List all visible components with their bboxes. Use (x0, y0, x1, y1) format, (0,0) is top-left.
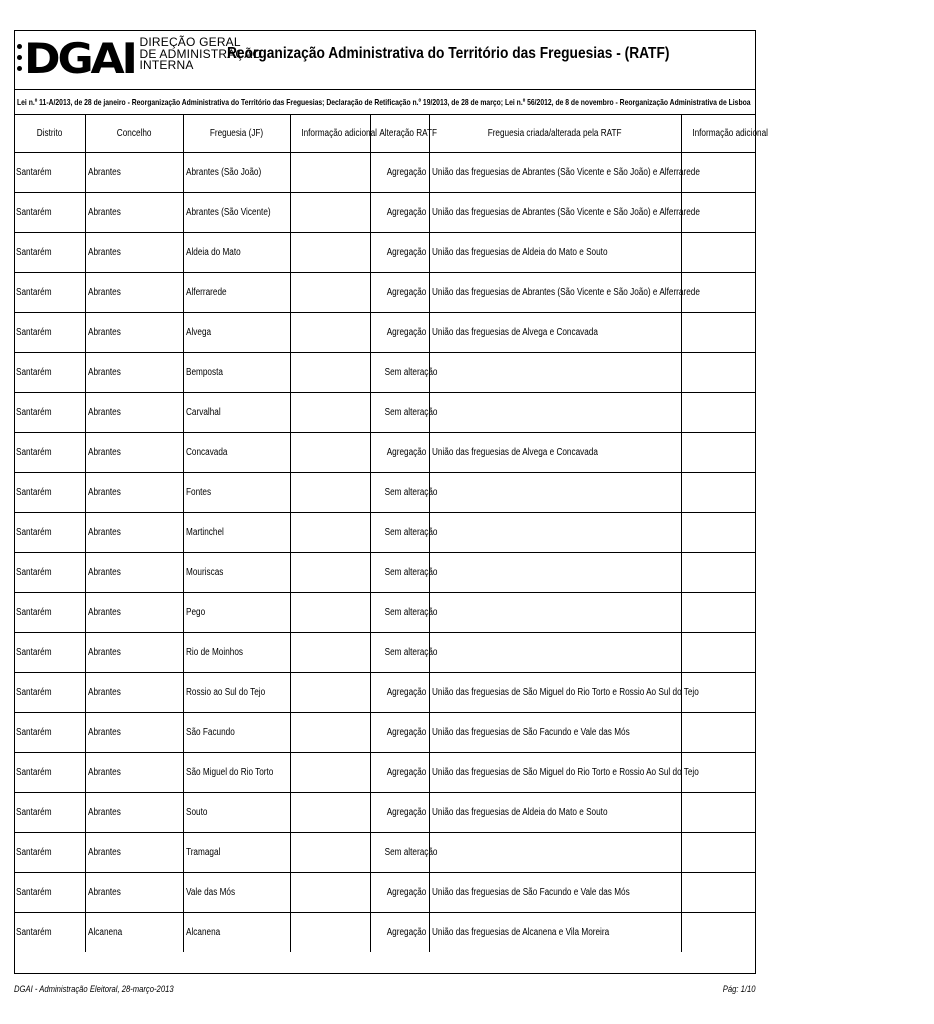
cell-info-2 (681, 633, 756, 673)
cell-freguesia-text: Rossio ao Sul do Tejo (185, 687, 265, 698)
cell-concelho (85, 233, 183, 273)
cell-alteracao (370, 313, 429, 353)
cell-alteracao-text: Agregação (386, 807, 427, 818)
cell-nova-freguesia (429, 353, 681, 393)
table-row (14, 353, 756, 393)
table-row (14, 473, 756, 513)
cell-freguesia (183, 553, 290, 593)
column-header (290, 114, 377, 153)
cell-distrito-text: Santarém (16, 287, 52, 298)
cell-distrito (14, 913, 85, 953)
cell-distrito (14, 153, 85, 193)
cell-concelho-text: Abrantes (87, 247, 121, 258)
cell-freguesia-text: Pego (185, 607, 205, 618)
table-row (14, 873, 756, 913)
cell-alteracao-text: Agregação (386, 327, 427, 338)
cell-nova-freguesia (429, 673, 699, 713)
cell-alteracao (370, 513, 437, 553)
table-row (14, 153, 756, 193)
cell-info (290, 553, 370, 593)
cell-concelho (85, 833, 183, 873)
cell-concelho-text: Abrantes (87, 167, 121, 178)
cell-concelho (85, 433, 183, 473)
cell-freguesia-text: Alcanena (185, 927, 220, 938)
cell-distrito (14, 393, 85, 433)
cell-distrito (14, 433, 85, 473)
logo-line: DE ADMINISTRAÇÃO (139, 46, 263, 61)
cell-info (290, 673, 370, 713)
cell-info (290, 313, 370, 353)
table-row (14, 233, 756, 273)
cell-distrito (14, 753, 85, 793)
page-number: Pág: 1/10 (723, 984, 756, 994)
cell-freguesia (183, 353, 290, 393)
cell-concelho (85, 873, 183, 913)
cell-info-2 (681, 553, 756, 593)
table-row (14, 713, 756, 753)
cell-info-2 (681, 913, 756, 953)
cell-distrito (14, 713, 85, 753)
cell-concelho-text: Abrantes (87, 647, 121, 658)
cell-info (290, 233, 370, 273)
cell-nova-freguesia (429, 873, 681, 913)
cell-alteracao (370, 393, 437, 433)
cell-info (290, 873, 370, 913)
cell-alteracao (370, 193, 429, 233)
cell-nova-freguesia-text: União das freguesias de São Miguel do Rio Torto e Rossio Ao Sul do Tejo (431, 687, 699, 698)
cell-freguesia-text: Mouriscas (185, 567, 223, 578)
cell-info-2 (681, 233, 756, 273)
cell-concelho (85, 393, 183, 433)
cell-concelho-text: Abrantes (87, 767, 121, 778)
cell-alteracao (370, 433, 429, 473)
column-header (183, 114, 290, 153)
column-header (14, 114, 85, 153)
cell-freguesia (183, 673, 290, 713)
cell-nova-freguesia-text: União das freguesias de São Miguel do Rio Torto e Rossio Ao Sul do Tejo (431, 767, 699, 778)
cell-info (290, 833, 370, 873)
column-header-label: Alteração RATF (378, 127, 437, 139)
cell-alteracao (370, 793, 429, 833)
cell-concelho-text: Abrantes (87, 727, 121, 738)
cell-info-2 (681, 353, 756, 393)
cell-concelho (85, 153, 183, 193)
cell-distrito (14, 633, 85, 673)
cell-info-2 (681, 713, 756, 753)
cell-nova-freguesia (429, 913, 681, 953)
cell-distrito (14, 193, 85, 233)
cell-nova-freguesia (429, 233, 681, 273)
cell-distrito (14, 553, 85, 593)
table-row (14, 913, 756, 953)
cell-nova-freguesia-text: União das freguesias de São Facundo e Vale das Mós (431, 727, 630, 738)
column-header-label: Freguesia criada/alterada pela RATF (488, 127, 622, 139)
legal-reference-text: Lei n.º 11-A/2013, de 28 de janeiro - Reorganização Administrativa do Território das Freguesias; Declaração de Retificação n.º 19/2013, de 28 de março; Lei n.º 56/2012, de 8 de novembro - Reorganização Administrativa de Lisboa (17, 97, 751, 107)
cell-info-2 (681, 593, 756, 633)
column-header-label: Freguesia (JF) (209, 127, 264, 139)
cell-concelho-text: Abrantes (87, 847, 121, 858)
cell-alteracao (370, 233, 429, 273)
table-row (14, 753, 756, 793)
cell-freguesia-text: São Facundo (185, 727, 235, 738)
cell-concelho-text: Abrantes (87, 327, 121, 338)
table-body (14, 153, 756, 953)
freguesias-table (14, 114, 768, 952)
column-header-label: Informação adicional (300, 127, 377, 139)
cell-concelho (85, 473, 183, 513)
cell-nova-freguesia (429, 593, 681, 633)
cell-alteracao (370, 673, 429, 713)
cell-concelho-text: Abrantes (87, 447, 121, 458)
cell-freguesia (183, 233, 290, 273)
cell-distrito (14, 353, 85, 393)
cell-concelho-text: Alcanena (87, 927, 122, 938)
cell-info (290, 713, 370, 753)
cell-distrito (14, 833, 85, 873)
cell-nova-freguesia (429, 553, 681, 593)
cell-freguesia-text: Souto (185, 807, 207, 818)
cell-nova-freguesia (429, 513, 681, 553)
cell-nova-freguesia-text: União das freguesias de Alcanena e Vila Moreira (431, 927, 609, 938)
cell-freguesia (183, 313, 290, 353)
table-row (14, 273, 756, 313)
cell-info-2 (681, 473, 756, 513)
cell-info (290, 793, 370, 833)
cell-distrito (14, 233, 85, 273)
cell-distrito (14, 793, 85, 833)
cell-distrito-text: Santarém (16, 567, 52, 578)
cell-concelho (85, 513, 183, 553)
cell-nova-freguesia (429, 153, 700, 193)
cell-alteracao (370, 753, 429, 793)
cell-distrito-text: Santarém (16, 767, 52, 778)
cell-alteracao-text: Agregação (386, 247, 427, 258)
cell-concelho-text: Abrantes (87, 887, 121, 898)
cell-nova-freguesia (429, 433, 681, 473)
document-sheet (14, 30, 768, 974)
legal-reference (15, 90, 755, 115)
cell-nova-freguesia-text: União das freguesias de São Facundo e Vale das Mós (431, 887, 630, 898)
cell-alteracao (370, 353, 437, 393)
cell-concelho-text: Abrantes (87, 207, 121, 218)
cell-alteracao-text: Sem alteração (384, 647, 437, 658)
table-row (14, 833, 756, 873)
cell-alteracao (370, 633, 437, 673)
cell-freguesia-text: Alferrarede (185, 287, 227, 298)
cell-info (290, 753, 370, 793)
table-row (14, 193, 756, 233)
cell-alteracao (370, 473, 437, 513)
logo-dots-icon (17, 44, 22, 71)
cell-distrito-text: Santarém (16, 407, 52, 418)
cell-distrito-text: Santarém (16, 207, 52, 218)
cell-distrito-text: Santarém (16, 167, 52, 178)
cell-nova-freguesia (429, 833, 681, 873)
table-row (14, 673, 756, 713)
column-header (85, 114, 183, 153)
cell-freguesia-text: Vale das Mós (185, 887, 235, 898)
cell-freguesia-text: Abrantes (São Vicente) (185, 207, 271, 218)
cell-alteracao-text: Agregação (386, 727, 427, 738)
cell-freguesia (183, 833, 290, 873)
column-header (429, 114, 681, 153)
cell-freguesia-text: São Miguel do Rio Torto (185, 767, 273, 778)
cell-concelho-text: Abrantes (87, 607, 121, 618)
cell-nova-freguesia (429, 473, 681, 513)
cell-concelho (85, 913, 183, 953)
cell-freguesia (183, 393, 290, 433)
cell-alteracao (370, 833, 437, 873)
cell-nova-freguesia (429, 393, 681, 433)
cell-freguesia (183, 633, 290, 673)
cell-nova-freguesia-text: União das freguesias de Alvega e Concavada (431, 327, 598, 338)
cell-concelho (85, 273, 183, 313)
cell-concelho (85, 193, 183, 233)
cell-nova-freguesia (429, 633, 681, 673)
cell-concelho (85, 633, 183, 673)
cell-distrito-text: Santarém (16, 887, 52, 898)
table-row (14, 433, 756, 473)
column-header-label: Informação adicional (691, 127, 768, 139)
cell-distrito-text: Santarém (16, 527, 52, 538)
cell-distrito-text: Santarém (16, 247, 52, 258)
document-header (15, 31, 755, 90)
cell-freguesia (183, 873, 290, 913)
cell-info-2 (681, 433, 756, 473)
cell-distrito-text: Santarém (16, 607, 52, 618)
document-title: Reorganização Administrativa do Território das Freguesias - (RATF) (227, 45, 670, 62)
cell-alteracao (370, 273, 429, 313)
cell-freguesia-text: Aldeia do Mato (185, 247, 241, 258)
cell-distrito-text: Santarém (16, 447, 52, 458)
cell-distrito-text: Santarém (16, 487, 52, 498)
column-header-label: Distrito (36, 127, 63, 139)
logo-mark: DGAI (24, 34, 135, 83)
cell-freguesia-text: Rio de Moinhos (185, 647, 243, 658)
cell-nova-freguesia-text: União das freguesias de Abrantes (São Vicente e São João) e Alferrarede (431, 287, 700, 298)
cell-distrito-text: Santarém (16, 927, 52, 938)
cell-distrito (14, 513, 85, 553)
cell-info-2 (681, 833, 756, 873)
cell-nova-freguesia (429, 313, 681, 353)
column-header (370, 114, 437, 153)
cell-info (290, 153, 370, 193)
cell-info (290, 273, 370, 313)
cell-alteracao-text: Agregação (386, 287, 427, 298)
cell-concelho (85, 753, 183, 793)
dgai-logo (17, 34, 262, 86)
cell-nova-freguesia (429, 713, 681, 753)
cell-info-2 (681, 393, 756, 433)
cell-concelho (85, 593, 183, 633)
cell-freguesia-text: Martinchel (185, 527, 224, 538)
cell-nova-freguesia (429, 193, 700, 233)
cell-nova-freguesia-text: União das freguesias de Abrantes (São Vicente e São João) e Alferrarede (431, 207, 700, 218)
cell-concelho (85, 353, 183, 393)
cell-freguesia (183, 153, 290, 193)
table-header-row (14, 114, 756, 153)
cell-alteracao-text: Sem alteração (384, 487, 437, 498)
cell-concelho-text: Abrantes (87, 527, 121, 538)
cell-info (290, 913, 370, 953)
cell-freguesia (183, 713, 290, 753)
cell-info (290, 513, 370, 553)
cell-distrito-text: Santarém (16, 367, 52, 378)
cell-alteracao (370, 873, 429, 913)
cell-freguesia (183, 473, 290, 513)
cell-info (290, 193, 370, 233)
cell-alteracao (370, 913, 429, 953)
cell-concelho-text: Abrantes (87, 407, 121, 418)
cell-distrito-text: Santarém (16, 687, 52, 698)
cell-info-2 (681, 793, 756, 833)
cell-distrito-text: Santarém (16, 327, 52, 338)
cell-info (290, 593, 370, 633)
logo-line: INTERNA (139, 58, 194, 72)
cell-freguesia (183, 193, 290, 233)
cell-freguesia (183, 913, 290, 953)
cell-distrito (14, 473, 85, 513)
cell-nova-freguesia-text: União das freguesias de Aldeia do Mato e Souto (431, 247, 608, 258)
cell-alteracao-text: Sem alteração (384, 607, 437, 618)
cell-distrito (14, 873, 85, 913)
cell-alteracao (370, 153, 429, 193)
cell-info (290, 473, 370, 513)
cell-concelho (85, 313, 183, 353)
cell-info-2 (681, 513, 756, 553)
cell-freguesia-text: Tramagal (185, 847, 220, 858)
cell-alteracao-text: Agregação (386, 767, 427, 778)
cell-info (290, 353, 370, 393)
cell-distrito-text: Santarém (16, 807, 52, 818)
table-row (14, 313, 756, 353)
cell-concelho-text: Abrantes (87, 807, 121, 818)
cell-freguesia-text: Alvega (185, 327, 211, 338)
cell-concelho-text: Abrantes (87, 687, 121, 698)
column-header (681, 114, 768, 153)
cell-freguesia (183, 793, 290, 833)
table-row (14, 393, 756, 433)
cell-nova-freguesia-text: União das freguesias de Aldeia do Mato e Souto (431, 807, 608, 818)
cell-alteracao (370, 593, 437, 633)
footer-left: DGAI - Administração Eleitoral, 28-março-2013 (14, 984, 174, 994)
cell-nova-freguesia (429, 793, 681, 833)
cell-info (290, 633, 370, 673)
cell-freguesia (183, 753, 290, 793)
cell-alteracao-text: Agregação (386, 447, 427, 458)
cell-distrito (14, 273, 85, 313)
cell-distrito (14, 593, 85, 633)
cell-freguesia-text: Concavada (185, 447, 227, 458)
cell-nova-freguesia (429, 753, 699, 793)
cell-concelho (85, 673, 183, 713)
cell-freguesia-text: Bemposta (185, 367, 223, 378)
cell-alteracao-text: Agregação (386, 927, 427, 938)
cell-info-2 (681, 873, 756, 913)
table-row (14, 633, 756, 673)
column-header-label: Concelho (116, 127, 152, 139)
cell-concelho (85, 793, 183, 833)
table-row (14, 593, 756, 633)
cell-info (290, 433, 370, 473)
cell-info (290, 393, 370, 433)
cell-nova-freguesia-text: União das freguesias de Abrantes (São Vicente e São João) e Alferrarede (431, 167, 700, 178)
cell-alteracao-text: Sem alteração (384, 567, 437, 578)
cell-alteracao (370, 713, 429, 753)
cell-distrito-text: Santarém (16, 727, 52, 738)
cell-nova-freguesia (429, 273, 700, 313)
cell-alteracao (370, 553, 437, 593)
cell-alteracao-text: Sem alteração (384, 407, 437, 418)
cell-alteracao-text: Agregação (386, 207, 427, 218)
cell-freguesia-text: Abrantes (São João) (185, 167, 261, 178)
logo-line: DIREÇÃO GERAL (139, 35, 241, 49)
cell-alteracao-text: Sem alteração (384, 367, 437, 378)
cell-freguesia (183, 273, 290, 313)
cell-alteracao-text: Sem alteração (384, 847, 437, 858)
cell-nova-freguesia-text: União das freguesias de Alvega e Concavada (431, 447, 598, 458)
cell-concelho-text: Abrantes (87, 367, 121, 378)
cell-distrito (14, 313, 85, 353)
cell-freguesia-text: Carvalhal (185, 407, 221, 418)
cell-concelho (85, 713, 183, 753)
cell-distrito (14, 673, 85, 713)
cell-freguesia (183, 433, 290, 473)
cell-alteracao-text: Agregação (386, 887, 427, 898)
cell-info-2 (681, 313, 756, 353)
cell-concelho-text: Abrantes (87, 567, 121, 578)
cell-concelho-text: Abrantes (87, 287, 121, 298)
cell-freguesia (183, 593, 290, 633)
cell-alteracao-text: Agregação (386, 687, 427, 698)
cell-concelho-text: Abrantes (87, 487, 121, 498)
table-row (14, 513, 756, 553)
cell-freguesia (183, 513, 290, 553)
cell-distrito-text: Santarém (16, 647, 52, 658)
cell-alteracao-text: Sem alteração (384, 527, 437, 538)
cell-alteracao-text: Agregação (386, 167, 427, 178)
cell-distrito-text: Santarém (16, 847, 52, 858)
table-row (14, 793, 756, 833)
cell-freguesia-text: Fontes (185, 487, 211, 498)
cell-concelho (85, 553, 183, 593)
table-row (14, 553, 756, 593)
